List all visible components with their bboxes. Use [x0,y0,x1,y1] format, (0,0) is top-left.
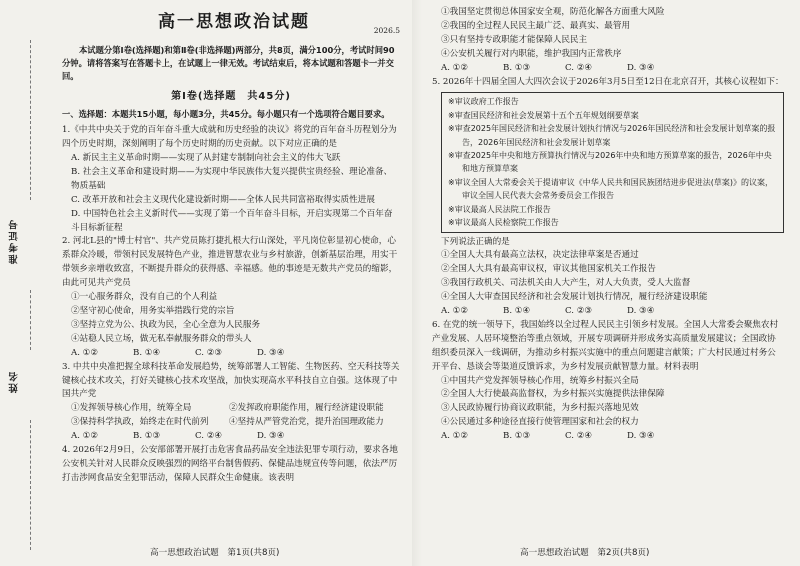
page-gutter [412,0,422,566]
choice-c: C. ②③ [195,347,223,358]
choice-b: B. ①③ [503,62,531,73]
statements-row [62,402,400,416]
choice-a: A. ①② [441,306,469,317]
statement-4: ④公民通过多种途径直接行使管理国家和社会的权力 [441,417,639,428]
answer-choices [62,430,400,444]
answer-choices [432,305,784,319]
statement-2: ②全国人大行使最高监督权，为乡村振兴实施提供法律保障 [441,389,665,400]
choice-d: D. ③④ [627,306,655,317]
option-a: A. 新民主主义革命时期——实现了从封建专制制向社会主义的伟大飞跃 [71,153,341,164]
choice-a: A. ①② [441,62,469,73]
exam-instructions: 本试题分第Ⅰ卷(选择题)和第Ⅱ卷(非选择题)两部分，共8页，满分100分，考试时间90分钟。请将答案写在答题卡上，在试题上一律无效。考试结束后，将本试题和答题卡一并交回。 [62,45,395,81]
statement-4: ④全国人大审查国民经济和社会发展计划执行情况，履行经济建设职能 [441,292,708,303]
statement-2: ②发挥政府职能作用，履行经济建设职能 [229,403,384,414]
section-instruction: 一、选择题：本题共15小题，每小题3分，共45分。每小题只有一个选项符合题目要求。 [62,109,390,120]
statement-3: ③人民政协履行协商议政职能，为乡村振兴落地见效 [441,403,639,414]
statement-4: ④公安机关履行对内职能，维护我国内正常秩序 [441,48,622,59]
cut-line [30,290,32,350]
statement-2: ②坚守初心使命，用务实举措践行党的宗旨 [71,305,235,316]
question-2 [62,235,400,360]
choice-b: B. ①④ [503,306,531,317]
question-6 [432,319,784,444]
statement-1: ①我国坚定贯彻总体国家安全观，防范化解各方面重大风险 [441,7,665,17]
question-4 [62,444,400,486]
section-title: 第Ⅰ卷(选择题 共45分) [171,91,291,103]
agenda-item: ※审查2025年国民经济和社会发展计划执行情况与2026年国民经济和社会发展计划草案的报告，2026年国民经济和社会发展计划草案 [448,124,776,147]
agenda-item: ※审查国民经济和社会发展第十五个五年规划纲要草案 [448,110,639,120]
question-stem: 1.《中共中央关于党的百年奋斗重大成就和历史经验的决议》将党的百年奋斗历程划分为四个历史时期，深刻阐明了每个历史时期的历史贡献。以下对应正确的是 [62,125,397,150]
choice-c: C. ②④ [565,431,593,442]
page-footer-1: 高一思想政治试题 第1页(共8页) [150,548,280,558]
statement-3: ③我国行政机关、司法机关由人大产生，对人大负责，受人大监督 [441,278,691,289]
name-label: 姓名 [9,370,20,393]
choice-a: A. ①② [441,431,469,442]
statement-3: ③坚持立党为公、执政为民，全心全意为人民服务 [71,319,261,330]
question-stem: 5. 2026年十四届全国人大四次会议于2026年3月5日至12日在北京召开，其核心议程如下： [432,76,784,87]
question-stem: 6. 在党的统一领导下，我国始终以全过程人民民主引领乡村发展。全国人大常委会聚焦农村产业发展、人居环境整治等重点领域，开展专项调研并形成务实高质量发展建议；全国政协组织委员深入一线调研，为推动乡村振兴实施中的重点问题建言献策；广大村民通过村务公开平台、恳谈会等渠道反馈诉求，为乡村发展贡献智慧力量。材料表明 [432,319,779,372]
statement-1: ①全国人大具有最高立法权，决定法律草案是否通过 [441,250,639,261]
question-1 [62,124,400,235]
agenda-item: ※审查2025年中央和地方预算执行情况与2026年中央和地方预算草案的报告，2026年中央和地方预算草案 [448,151,772,174]
statement-4: ④站稳人民立场，做无私奉献服务群众的带头人 [71,333,252,344]
choice-d: D. ③④ [627,62,655,73]
choice-d: D. ③④ [257,431,285,442]
choice-a: A. ①② [71,431,99,442]
agenda-box [441,92,784,232]
question-4-options [432,6,784,76]
option-c: C. 改革开放和社会主义现代化建设新时期——全体人民共同富裕取得实质性进展 [71,194,375,205]
choice-a: A. ①② [71,347,99,358]
statement-2: ②我国的全过程人民民主最广泛、最真实、最管用 [441,20,631,31]
statement-3: ③保持科学执政，始终走在时代前列 [71,417,209,428]
page-2 [432,6,784,444]
answer-choices [432,62,784,76]
exam-date: 2026.5 [373,26,400,35]
page-1 [62,6,400,486]
option-b: B. 社会主义革命和建设时期——为实现中华民族伟大复兴提供宝贵经验、理论准备、物质基础 [71,166,393,191]
statement-2: ②全国人大具有最高审议权，审议其他国家机关工作报告 [441,264,656,275]
agenda-item: ※审议最高人民法院工作报告 [448,204,551,214]
statement-1: ①发挥领导核心作用，统筹全局 [71,403,192,414]
question-3 [62,361,400,444]
statement-1: ①中国共产党发挥领导核心作用，统筹乡村振兴全局 [441,375,639,386]
cut-line [30,40,32,200]
choice-b: B. ①③ [503,431,531,442]
question-stem: 4. 2026年2月9日，公安部部署开展打击危害食品药品安全违法犯罪专项行动，要求各地公安机关针对人民群众反映强烈的网络平台制售假药、保健品违规宣传等问题，依法严厉打击涉网食品安全犯罪活动，保障人民群众生命健康。该表明 [62,445,398,483]
binding-margin [0,0,62,566]
agenda-item: ※审议政府工作报告 [448,97,519,107]
answer-choices [62,347,400,361]
question-prompt: 下列说法正确的是 [441,236,510,247]
agenda-item: ※审议最高人民检察院工作报告 [448,218,559,228]
choice-c: C. ②③ [565,306,593,317]
option-d: D. 中国特色社会主义新时代——实现了第一个百年奋斗目标，开启实现第二个百年奋斗目标新征程 [71,208,393,233]
agenda-item: ※审议全国人大常委会关于提请审议《中华人民共和国民族团结进步促进法(草案)》的议案，审议全国人民代表大会常务委员会工作报告 [448,177,773,201]
statements-row [62,416,400,430]
question-5 [432,76,784,319]
exam-title: 高一思想政治试题 [158,12,310,32]
header [62,12,400,42]
question-stem: 3. 中共中央准把握全球科技革命发展趋势，统筹部署人工智能、生物医药、空天科技等关键核心技术攻关，打好关键核心技术攻坚战，加快实现高水平科技自立自强。这体现了中国共产党 [62,361,400,400]
choice-c: C. ②④ [565,62,593,73]
statement-3: ③只有坚持专政职能才能保障人民民主 [441,34,588,45]
choice-b: B. ①④ [133,347,161,358]
cut-line [30,420,32,550]
choice-d: D. ③④ [257,347,285,358]
choice-b: B. ①③ [133,431,161,442]
question-stem: 2. 河北L县的"博士村官"、共产党员陈打捷扎根大行山深处，平凡岗位彰显初心使命，心系群众冷暖，带领村民发展特色产业，推进智慧农业与乡村旅游，创新基层治理，用实干带领乡亲增收致富，不断提升群众的获得感、幸福感。他的事迹是无数共产党员的缩影，由此可见共产党员 [62,236,398,289]
choice-c: C. ②④ [195,431,223,442]
choice-d: D. ③④ [627,431,655,442]
statement-4: ④坚持从严管党治党，提升治国理政能力 [229,417,384,428]
page-footer-2: 高一思想政治试题 第2页(共8页) [520,548,650,558]
answer-choices [432,430,784,444]
statement-1: ①一心服务群众，没有自己的个人利益 [71,292,218,303]
candidate-number-label: 准考证号 [9,218,20,264]
